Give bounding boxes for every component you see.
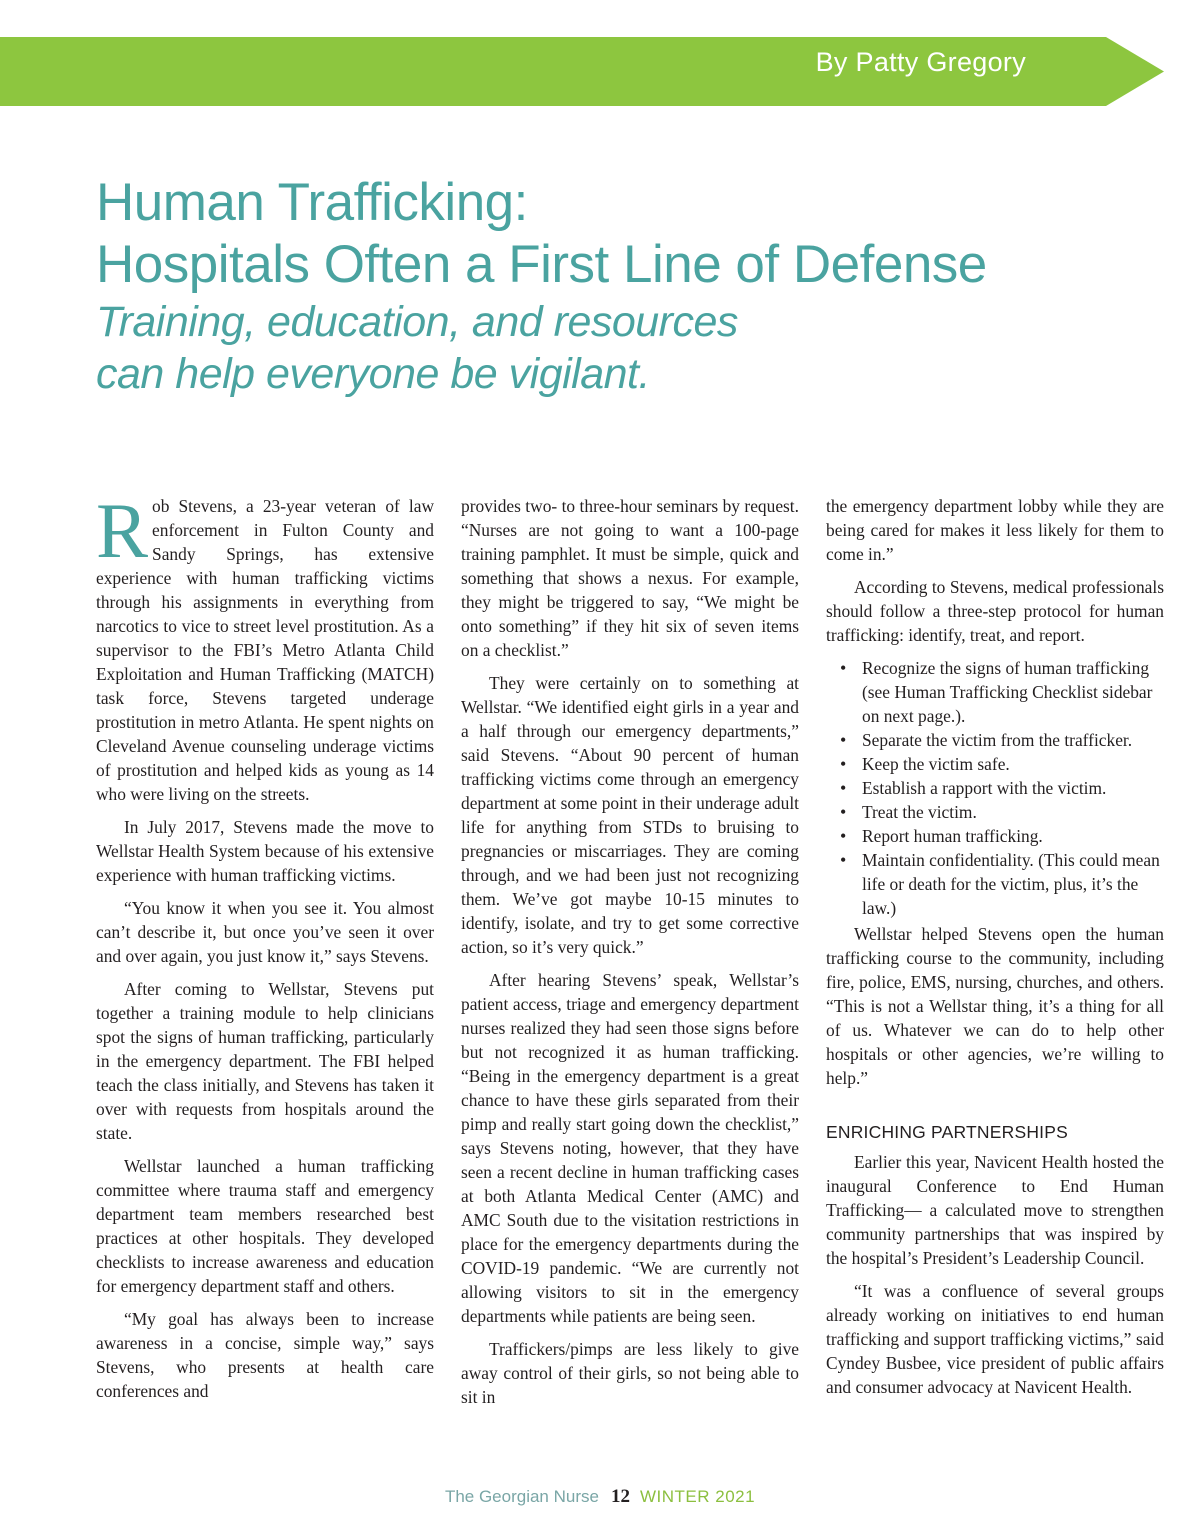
- paragraph: “You know it when you see it. You almost can’t describe it, but once you’ve seen it over and over again, you just know it,” says Stevens.: [96, 898, 434, 966]
- list-item: • Establish a rapport with the victim.: [862, 776, 1164, 800]
- paragraph: According to Stevens, medical professionals should follow a three-step protocol for human trafficking: identify, treat, and report.: [826, 577, 1164, 645]
- article-subhead: Training, education, and resources can help everyone be vigilant.: [96, 298, 738, 398]
- list-item: • Treat the victim.: [862, 800, 1164, 824]
- paragraph: In July 2017, Stevens made the move to Wellstar Health System because of his extensive experience with human trafficking victims.: [96, 817, 434, 885]
- page-footer: [0, 1486, 1200, 1508]
- paragraph: They were certainly on to something at Wellstar. “We identified eight girls in a year and a half through our emergency departments,” said Stevens. “About 90 percent of human trafficking victims come through an emergency department at some point in their underage adult life for anything from STDs to bruising to pregnancies or miscarriages. They are coming through, and we had been just not recognizing them. We’ve got maybe 10-15 minutes to identify, isolate, and try to get some corrective action, so it’s very quick.”: [461, 673, 799, 957]
- page-number: 12: [610, 1486, 630, 1507]
- article-column-1: [96, 487, 434, 1412]
- publication-name: The Georgian Nurse: [444, 1487, 599, 1506]
- paragraph: provides two- to three-hour seminars by request. “Nurses are not going to want a 100-page training pamphlet. It must be simple, quick and something that shows a nexus. For example, they might be triggered to say, “We might be onto something” if they hit six of seven items on a checklist.”: [461, 496, 799, 660]
- byline: By Patty Gregory: [815, 47, 1026, 77]
- list-item: • Separate the victim from the trafficker.: [862, 728, 1164, 752]
- list-item: • Keep the victim safe.: [862, 752, 1164, 776]
- paragraph: “It was a confluence of several groups already working on initiatives to end human trafficking and support trafficking victims,” said Cyndey Busbee, vice president of public affairs and consumer advocacy at Navicent Health.: [826, 1281, 1164, 1397]
- list-item: • Report human trafficking.: [862, 824, 1164, 848]
- article-headline: [96, 172, 1116, 400]
- paragraph: Wellstar helped Stevens open the human trafficking course to the community, including fire, police, EMS, nursing, churches, and others. “This is not a Wellstar thing, it’s a thing for all of us. Whatever we can do to help other hospitals or other agencies, we’re willing to help.”: [826, 924, 1164, 1088]
- paragraph-text: ob Stevens, a 23-year veteran of law enforcement in Fulton County and Sandy Springs, has extensive experience with human trafficking victims through his assignments in everything from narcotics to vice to street level prostitution. As a supervisor to the FBI’s Metro Atlanta Child Exploitation and Human Trafficking (MATCH) task force, Stevens targeted underage prostitution in metro Atlanta. He spent nights on Cleveland Avenue counseling underage victims of prostitution and helped kids as young as 14 who were living on the streets.: [96, 496, 434, 804]
- article-column-2: [461, 494, 799, 1418]
- drop-cap: R: [96, 487, 149, 574]
- paragraph: the emergency department lobby while they are being cared for makes it less likely for them to come in.”: [826, 496, 1164, 564]
- headline-line-1: Human Trafficking:: [96, 173, 528, 232]
- headline-line-2: Hospitals Often a First Line of Defense: [96, 235, 987, 294]
- paragraph: Traffickers/pimps are less likely to give away control of their girls, so not being able to sit in: [461, 1339, 799, 1407]
- paragraph: Earlier this year, Navicent Health hosted the inaugural Conference to End Human Trafficking— a calculated move to strengthen community partnerships that was inspired by the hospital’s President’s Leadership Council.: [826, 1152, 1164, 1268]
- section-heading: ENRICHING PARTNERSHIPS: [826, 1122, 1068, 1142]
- paragraph: After coming to Wellstar, Stevens put together a training module to help clinicians spot the signs of human trafficking, particularly in the emergency department. The FBI helped teach the class initially, and Stevens has taken it over with requests from hospitals around the state.: [96, 979, 434, 1143]
- issue-label: WINTER 2021: [639, 1487, 756, 1506]
- list-item: • Maintain confidentiality. (This could mean life or death for the victim, plus, it’s the law.): [862, 848, 1164, 920]
- list-item: • Recognize the signs of human trafficking (see Human Trafficking Checklist sidebar on next page.).: [862, 656, 1164, 728]
- paragraph: After hearing Stevens’ speak, Wellstar’s patient access, triage and emergency department nurses realized they had seen those signs before but not recognized it as human trafficking. “Being in the emergency department is a great chance to have these girls separated from their pimp and really start going down the checklist,” says Stevens noting, however, that they have seen a recent decline in human trafficking cases at both Atlanta Medical Center (AMC) and AMC South due to the visitation restrictions in place for the emergency departments during the COVID-19 pandemic. “We are currently not allowing visitors to sit in the emergency departments while patients are being seen.: [461, 970, 799, 1326]
- paragraph: “My goal has always been to increase awareness in a concise, simple way,” says Stevens, who presents at health care conferences and: [96, 1309, 434, 1401]
- protocol-list: [826, 656, 1164, 920]
- paragraph: Wellstar launched a human trafficking committee where trauma staff and emergency department team members researched best practices at other hospitals. They developed checklists to increase awareness and education for emergency department staff and others.: [96, 1156, 434, 1296]
- article-column-3: [826, 494, 1164, 1408]
- paragraph: [96, 487, 434, 806]
